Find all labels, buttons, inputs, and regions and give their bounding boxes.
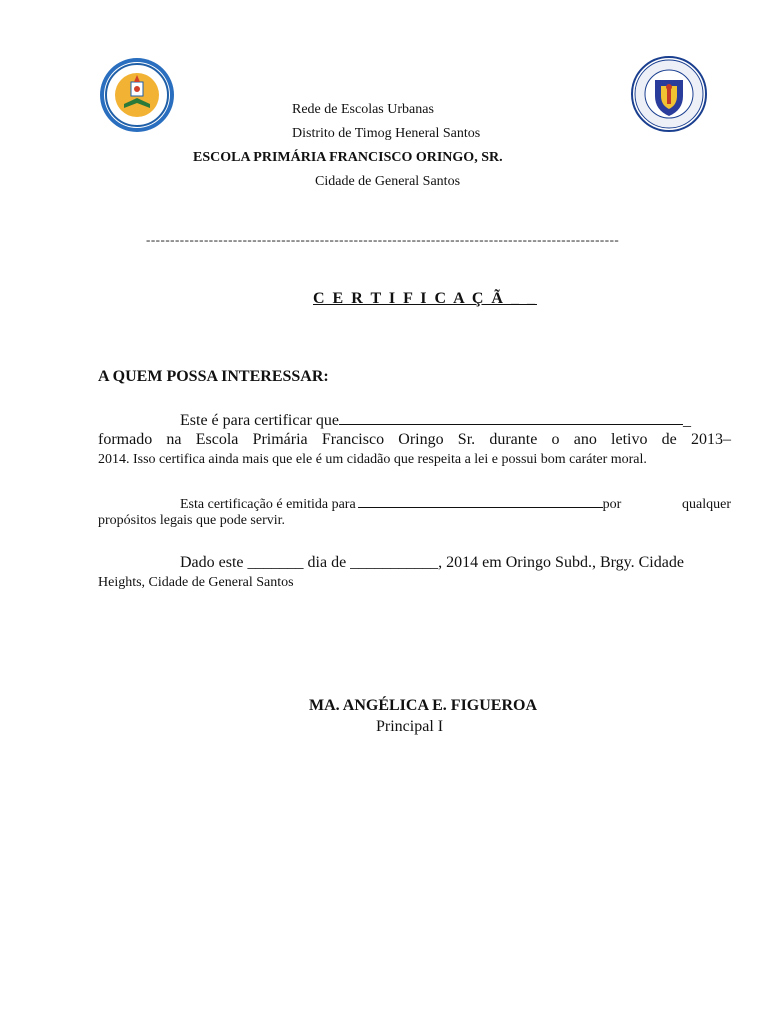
header-line-school: ESCOLA PRIMÁRIA FRANCISCO ORINGO, SR.: [193, 150, 503, 165]
header-line-network: Rede de Escolas Urbanas: [292, 102, 434, 117]
para1-line1: [180, 410, 731, 430]
para2-intro: Esta certificação é emitida para: [180, 497, 356, 512]
header-line-district: Distrito de Timog Heneral Santos: [292, 126, 481, 141]
signatory-title: Principal I: [376, 718, 444, 735]
para3-line1: Dado este _______ dia de ___________, 2014 em Oringo Subd., Brgy. Cidade: [180, 554, 684, 571]
divider-line: --------------------------------------------------------------------------------------------------: [146, 232, 620, 247]
para1-line2: formado na Escola Primária Francisco Oringo Sr. durante o ano letivo de 2013–: [98, 431, 731, 448]
para2-cont: por qualquer: [602, 497, 731, 512]
school-seal-logo: [98, 56, 176, 134]
para2-line2: propósitos legais que pode servir.: [98, 513, 286, 528]
header-line-city: Cidade de General Santos: [315, 174, 461, 189]
certificate-title: C E R T I F I C A Ç Ã _ _: [313, 290, 537, 307]
salutation: A QUEM POSSA INTERESSAR:: [98, 368, 329, 385]
signatory-name: MA. ANGÉLICA E. FIGUEROA: [309, 697, 538, 714]
deped-seal-logo: [631, 56, 707, 132]
para3-line2: Heights, Cidade de General Santos: [98, 575, 294, 590]
name-blank[interactable]: [339, 410, 683, 425]
para1-line3: 2014. Isso certifica ainda mais que ele é um cidadão que respeita a lei e possui bom caráter moral.: [98, 452, 647, 467]
para1-end: _: [683, 412, 692, 429]
para2-line1: [180, 493, 731, 513]
purpose-blank[interactable]: [358, 493, 603, 508]
para1-intro: Este é para certificar que: [180, 412, 340, 429]
